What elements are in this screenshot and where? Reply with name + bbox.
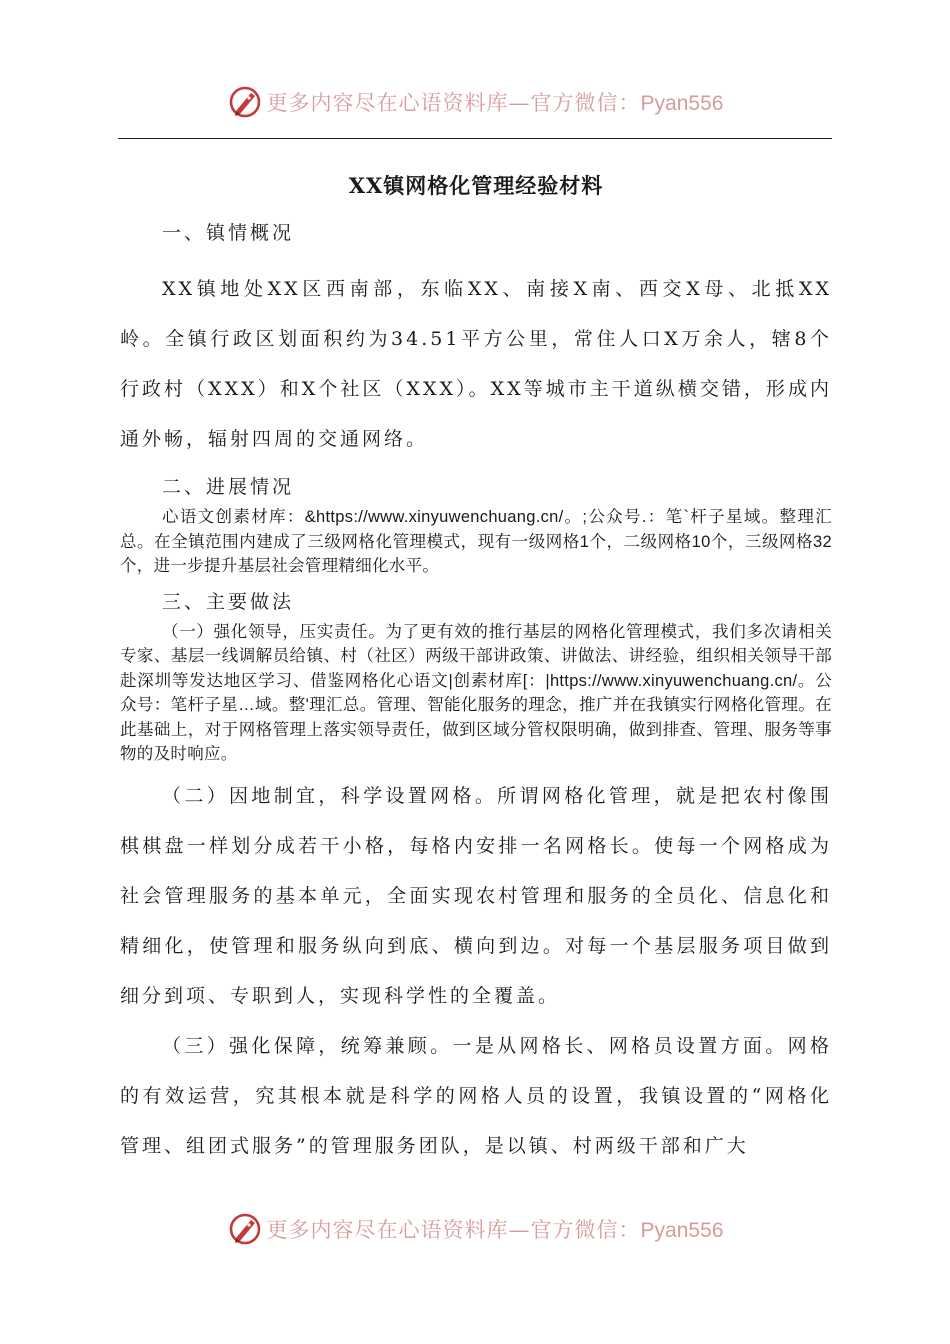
banner-text-main: 更多内容尽在心语资料库—官方微信： [266, 91, 641, 115]
paragraph-practice-1: （一）强化领导，压实责任。为了更有效的推行基层的网格化管理模式，我们多次请相关专家、基层一线调解员给镇、村（社区）两级干部讲政策、讲做法、讲经验，组织相关领导干部赴深圳等发达地区学习、借鉴网格化心语文|创素材库[：|https://www.xinyuwenchuang.cn/。公众号：笔杆子星…域。整'理汇总。管理、智能化服务的理念，推广并在我镇实行网格化管理。在此基础上，对于网格管理上落实领导责任，做到区域分管权限明确，做到排查、管理、服务等事物的及时响应。 [120, 622, 832, 763]
paragraph-progress: 心语文创素材库：&https://www.xinyuwenchuang.cn/。;公众号.：笔`杆子星域。整理汇总。在全镇范围内建成了三级网格化管理模式，现有一级网格1个，二级网格10个，三级网格32个，进一步提升基层社会管理精细化水平。 [120, 508, 832, 575]
banner-text-main: 更多内容尽在心语资料库—官方微信： [266, 1218, 641, 1242]
section-heading-practices: 三、主要做法 [162, 590, 295, 613]
document-title: XX镇网格化管理经验材料 [348, 173, 604, 198]
section-heading-overview: 一、镇情概况 [162, 222, 295, 244]
footer-banner [0, 1209, 950, 1249]
paragraph-overview: XX镇地处XX区西南部，东临XX、南接X南、西交X母、北抵XX岭。全镇行政区划面积约为34.51平方公里，常住人口X万余人，辖8个行政村（XXX）和X个社区（XXX）。XX等城市主干道纵横交错，形成内通外畅，辐射四周的交通网络。 [120, 278, 832, 450]
header-divider [118, 138, 832, 139]
header-banner [0, 82, 950, 122]
banner-text [267, 1214, 724, 1244]
document-body [120, 170, 832, 1171]
paragraph-practice-2: （二）因地制宜，科学设置网格。所谓网格化管理，就是把农村像围棋棋盘一样划分成若干小格，每格内安排一名网格长。使每一个网格成为社会管理服务的基本单元，全面实现农村管理和服务的全员化、信息化和精细化，使管理和服务纵向到底、横向到边。对每一个基层服务项目做到细分到项、专职到人，实现科学性的全覆盖。 [120, 784, 832, 1007]
banner-wechat-id: Pyan556 [640, 92, 724, 115]
pen-logo-icon [227, 84, 263, 120]
pen-logo-icon [227, 1211, 263, 1247]
banner-wechat-id: Pyan556 [640, 1219, 724, 1242]
section-heading-progress: 二、进展情况 [162, 476, 295, 498]
paragraph-practice-3: （三）强化保障，统筹兼顾。一是从网格长、网格员设置方面。网格的有效运营，究其根本就是科学的网格人员的设置，我镇设置的“网格化管理、组团式服务”的管理服务团队，是以镇、村两级干部和广大 [120, 1034, 832, 1157]
banner-text [267, 87, 724, 117]
